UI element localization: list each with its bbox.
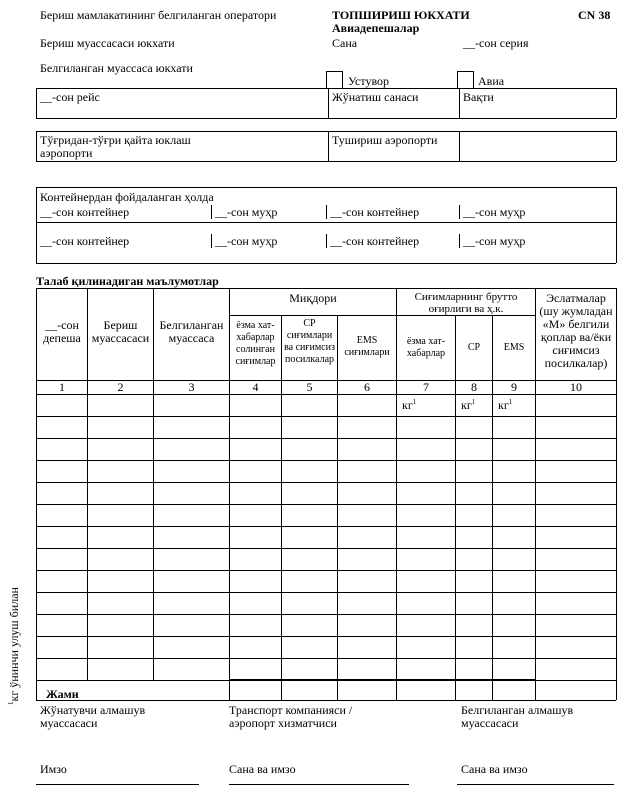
unit-letters-weight: $кг^1$ [402, 398, 417, 412]
total-label: Жами [46, 687, 79, 701]
col-number-1: 1 [59, 380, 65, 394]
signature-line-sender[interactable] [36, 784, 199, 785]
container-3-label: __-сон контейнер [40, 234, 130, 248]
col-number-6: 6 [364, 380, 370, 394]
air-label: Авиа [478, 74, 505, 88]
origin-office-label: Бериш муассасаси юкхати [40, 36, 175, 50]
col-dispatch-header: __-сон депеша [43, 318, 81, 345]
air-checkbox[interactable] [457, 71, 474, 89]
form-subtitle: Авиадепешалар [332, 21, 420, 35]
date-signature-label: Сана ва имзо [229, 762, 296, 776]
col-number-10: 10 [570, 380, 582, 394]
operator-label: Бериш мамлакатининг белгиланган оператори [40, 8, 277, 22]
flight-number-label: __-сон рейс [40, 90, 100, 104]
col-dest-header: Белгиланган муассаса [159, 318, 224, 345]
date-label: Сана [332, 36, 358, 50]
col-cp-bags-header: CP сиғимлари ва сиғимсиз посилкалар [284, 318, 335, 365]
col-ems-bags-header: EMS сиғимлари [344, 335, 390, 358]
col-number-8: 8 [471, 380, 477, 394]
col-number-3: 3 [188, 380, 195, 394]
table-title: Талаб қилинадиган маълумотлар [36, 274, 219, 288]
col-remarks-header: Эслатмалар (шу жумладан «M» белгили қоплар ва/ёки сиғимсиз посилкалар) [539, 291, 613, 370]
receiver-office-label: Белгиланган алмашув муассасаси [461, 703, 574, 730]
signature-line-receiver[interactable] [457, 784, 614, 785]
col-ems-weight-header: EMS [503, 342, 525, 353]
transport-label: Транспорт компанияси / аэропорт хизматчиси [229, 703, 353, 730]
unit-ems-weight: $кг^1$ [498, 398, 513, 412]
surface-checkbox[interactable] [326, 71, 343, 89]
unload-airport-label: Тушириш аэропорти [332, 133, 438, 147]
weight-group-header: Сиғимларнинг брутто оғирлиги ва ҳ.к. [414, 291, 518, 315]
seal-3-label: __-сон муҳр [215, 234, 278, 248]
col-cp-weight-header: CP [467, 342, 481, 353]
dest-office-label: Белгиланган муассаса юкхати [40, 61, 193, 75]
col-letters-weight-header: ёзма хат-хабарлар [406, 336, 446, 359]
container-4-label: __-сон контейнер [330, 234, 420, 248]
col-letters-bags-header: ёзма хат-хабарлар солинган сиғимлар [235, 320, 276, 367]
container-2-label: __-сон контейнер [330, 205, 420, 219]
surface-label: Устувор [348, 74, 390, 88]
qty-group-header: Миқдори [289, 291, 337, 305]
col-number-4: 4 [252, 380, 259, 394]
seal-1-label: __-сон муҳр [215, 205, 278, 219]
col-number-7: 7 [423, 380, 429, 394]
date-signature-label-2: Сана ва имзо [461, 762, 528, 776]
unit-cp-weight: $кг^1$ [461, 398, 476, 412]
col-number-9: 9 [511, 380, 517, 394]
seal-2-label: __-сон муҳр [463, 205, 526, 219]
series-label: __-сон серия [463, 36, 529, 50]
col-number-2: 2 [117, 380, 124, 394]
sender-office-label: Жўнатувчи алмашув муассасаси [40, 703, 146, 730]
signature-line-transport[interactable] [229, 784, 409, 785]
transship-airport-label: Тўғридан-тўғри қайта юклаш аэропорти [40, 133, 191, 160]
containers-title: Контейнердан фойдаланган ҳолда [40, 190, 214, 204]
departure-date-label: Жўнатиш санаси [332, 90, 419, 104]
container-1-label: __-сон контейнер [40, 205, 130, 219]
time-label: Вақти [463, 90, 494, 104]
form-code: CN 38 [578, 8, 611, 22]
col-number-5: 5 [306, 380, 313, 394]
seal-4-label: __-сон муҳр [463, 234, 526, 248]
side-note: $^1$кг ўнинчи улуш билан [7, 587, 21, 705]
col-origin-header: Бериш муассасаси [91, 318, 150, 345]
form-title: ТОПШИРИШ ЮКХАТИ [332, 8, 470, 22]
signature-label: Имзо [40, 762, 67, 776]
